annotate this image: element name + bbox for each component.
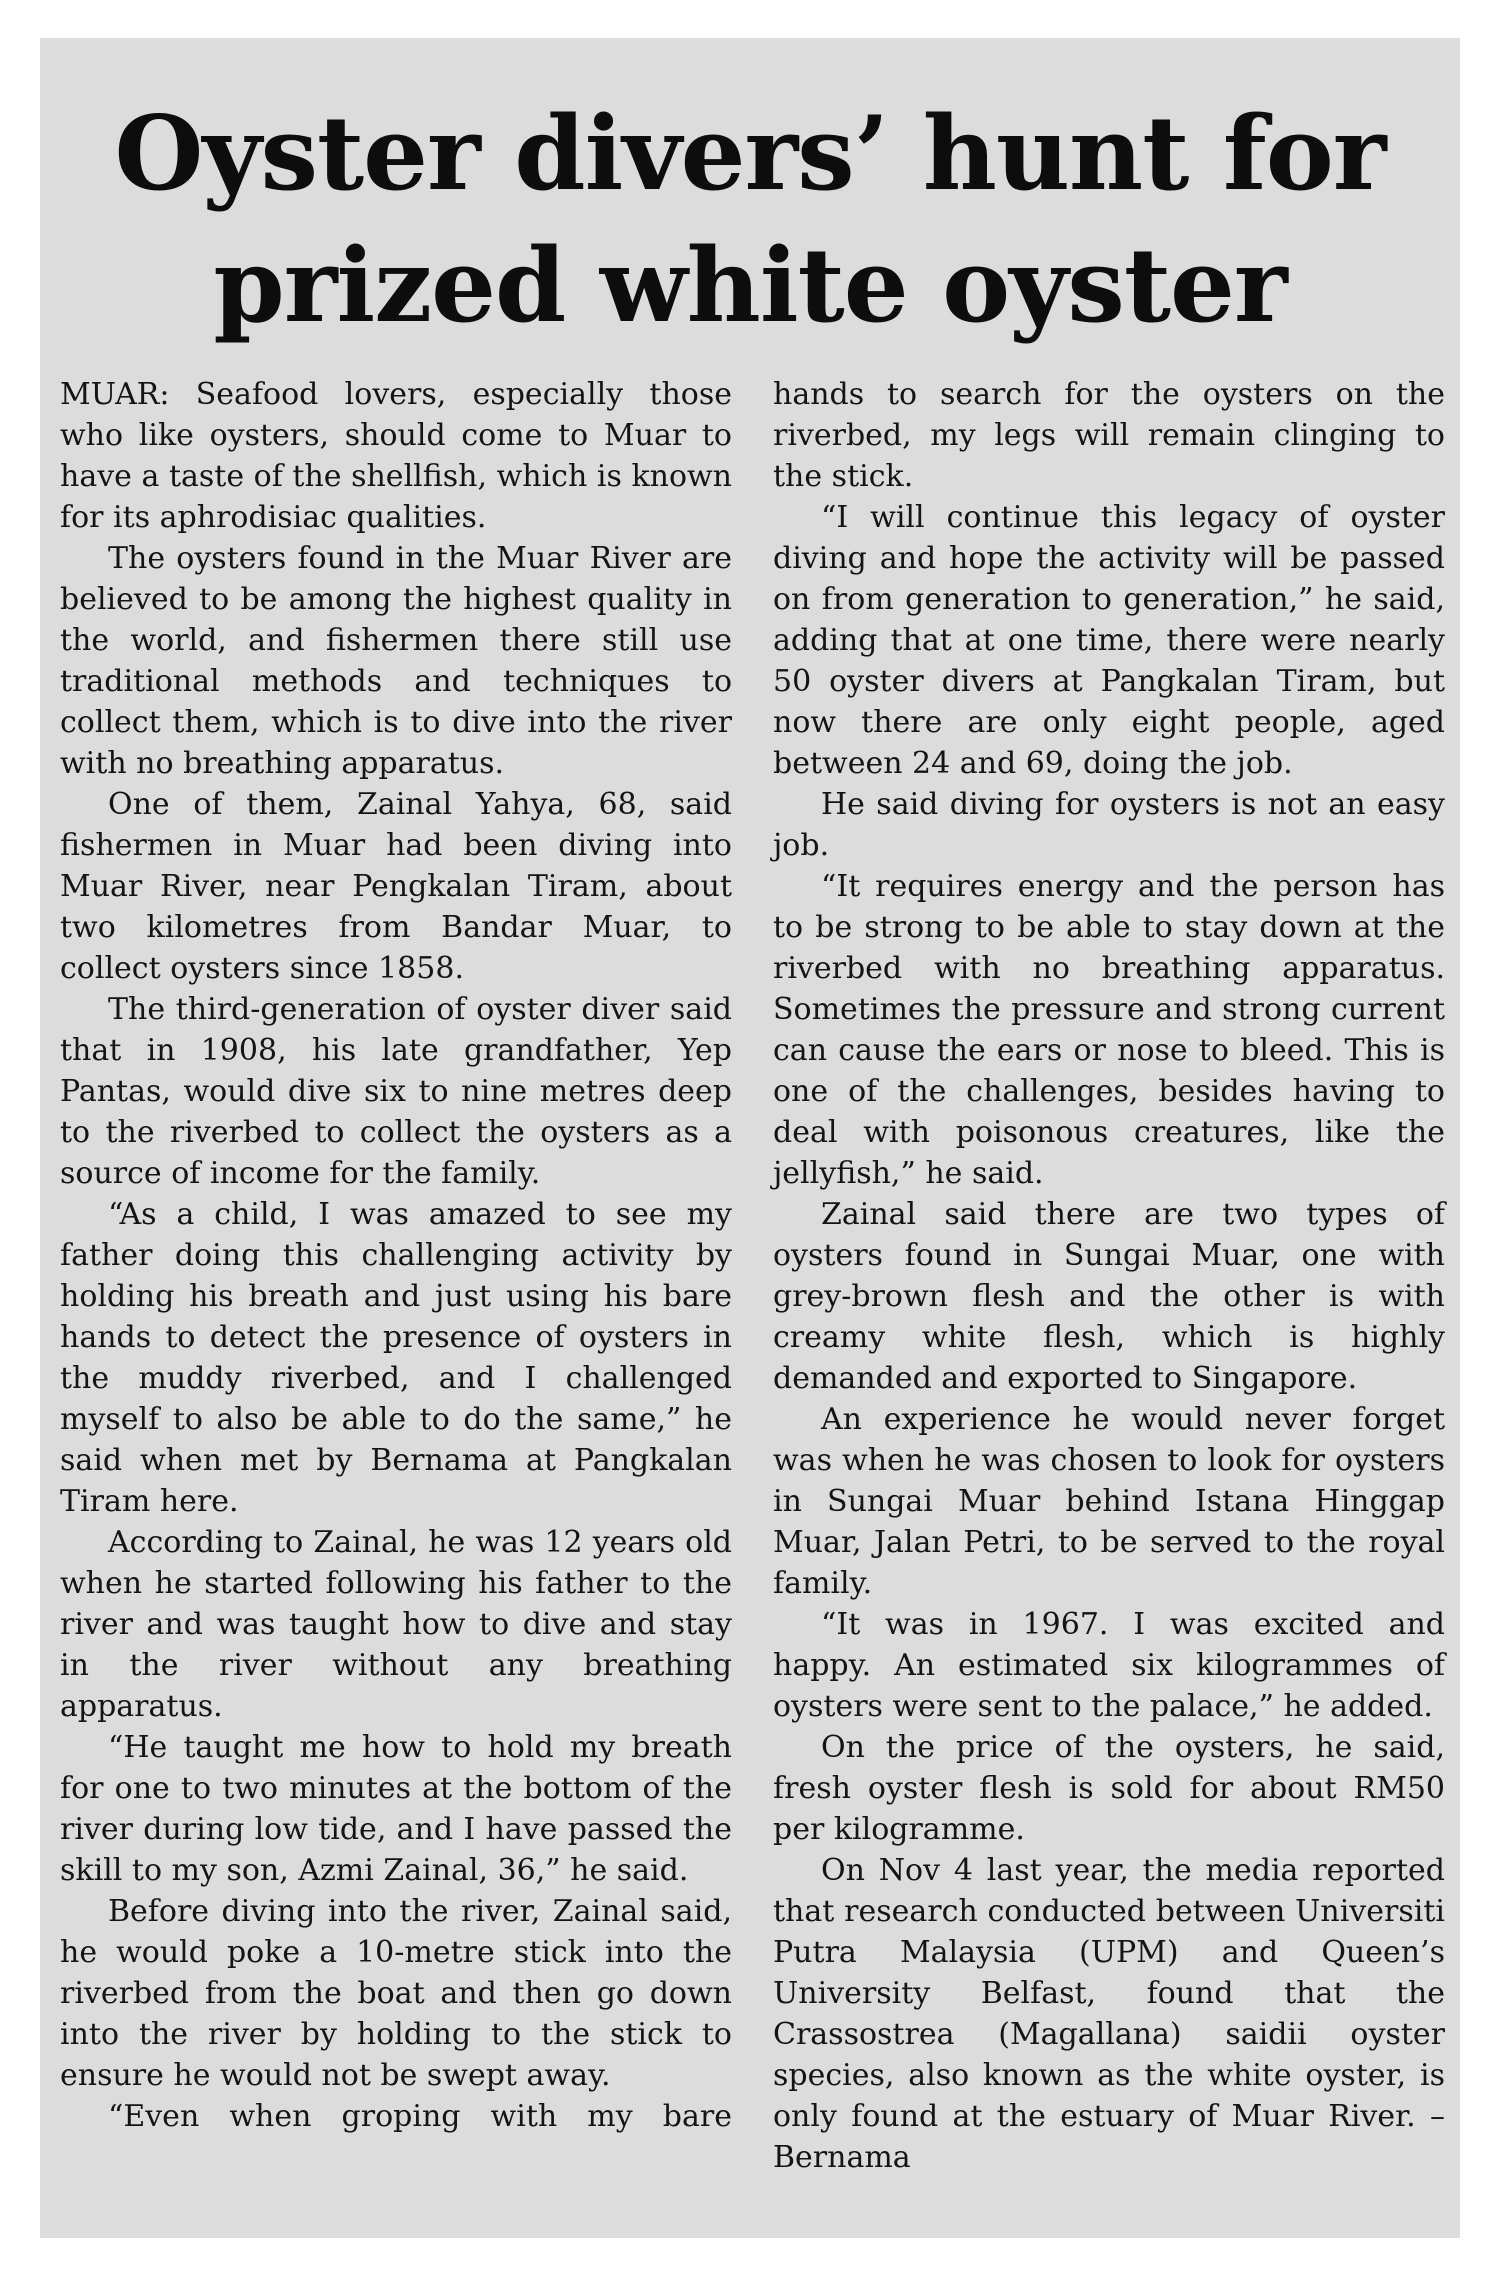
article-paragraph: “Even when groping with my bare: [108, 2099, 732, 2134]
article-paragraph: One of them, Zainal Yahya, 68, said fishermen in Muar had been diving into Muar River, near Pengkalan Tiram, about two kilometres from Bandar Muar, to collect oysters since 1858.: [60, 787, 732, 986]
article-paragraph: Before diving into the river, Zainal said, he would poke a 10-metre stick into the riverbed from the boat and then go down into the river by holding to the stick to ensure he would not be swept away.: [60, 1894, 732, 2093]
headline: Oyster divers’ hunt for prized white oyster: [114, 94, 1386, 346]
article-paragraph: On the price of the oysters, he said, fresh oyster flesh is sold for about RM50 per kilogramme.: [773, 1730, 1445, 1847]
article-paragraph: An experience he would never forget was when he was chosen to look for oysters in Sungai Muar behind Istana Hinggap Muar, Jalan Petri, to be served to the royal family.: [773, 1402, 1445, 1601]
article-paragraph: “I will continue this legacy of oyster diving and hope the activity will be passed on from generation to generation,” he said, adding that at one time, there were nearly 50 oyster divers at Pangkalan Tiram, but now there are only eight people, aged between 24 and 69, doing the job.: [773, 500, 1445, 781]
article-paragraph: “He taught me how to hold my breath for one to two minutes at the bottom of the river during low tide, and I have passed the skill to my son, Azmi Zainal, 36,” he said.: [60, 1730, 732, 1888]
article-paragraph-continuation: hands to search for the oysters on the riverbed, my legs will remain clinging to the stick.: [773, 377, 1445, 494]
article-column-right: [773, 374, 1445, 2178]
article-paragraph: “It requires energy and the person has to be strong to be able to stay down at the riverbed with no breathing apparatus. Sometimes the pressure and strong current can cause the ears or nose to bleed. This is one of the challenges, besides having to deal with poisonous creatures, like the jellyfish,” he said.: [773, 869, 1445, 1191]
article-paragraph: He said diving for oysters is not an easy job.: [773, 787, 1445, 863]
article-paragraph: The oysters found in the Muar River are believed to be among the highest quality in the world, and fishermen there still use traditional methods and techniques to collect them, which is to dive into the river with no breathing apparatus.: [60, 541, 732, 781]
article-paragraph: According to Zainal, he was 12 years old when he started following his father to the river and was taught how to dive and stay in the river without any breathing apparatus.: [60, 1525, 732, 1724]
dateline: MUAR:: [60, 377, 170, 412]
article-paragraph: The third-generation of oyster diver said that in 1908, his late grandfather, Yep Pantas, would dive six to nine metres deep to the riverbed to collect the oysters as a source of income for the family.: [60, 992, 732, 1191]
article-paragraph: Zainal said there are two types of oysters found in Sungai Muar, one with grey-brown flesh and the other is with creamy white flesh, which is highly demanded and exported to Singapore.: [773, 1197, 1445, 1396]
paragraph-text: Seafood lovers, especially those who like oysters, should come to Muar to have a taste of the shellfish, which is known for its aphrodisiac qualities.: [60, 377, 732, 535]
article-paragraph: On Nov 4 last year, the media reported that research conducted between Universiti Putra Malaysia (UPM) and Queen’s University Belfast, found that the Crassostrea (Magallana) saidii oyster species, also known as the white oyster, is only found at the estuary of Muar River. – Bernama: [773, 1853, 1445, 2175]
newspaper-clipping: [40, 38, 1460, 2238]
article-paragraph: [60, 374, 732, 538]
article-column-left: [60, 374, 732, 2137]
article-paragraph: “It was in 1967. I was excited and happy. An estimated six kilogrammes of oysters were sent to the palace,” he added.: [773, 1607, 1445, 1724]
article-paragraph: “As a child, I was amazed to see my father doing this challenging activity by holding his breath and just using his bare hands to detect the presence of oysters in the muddy riverbed, and I challenged myself to also be able to do the same,” he said when met by Bernama at Pangkalan Tiram here.: [60, 1197, 732, 1519]
